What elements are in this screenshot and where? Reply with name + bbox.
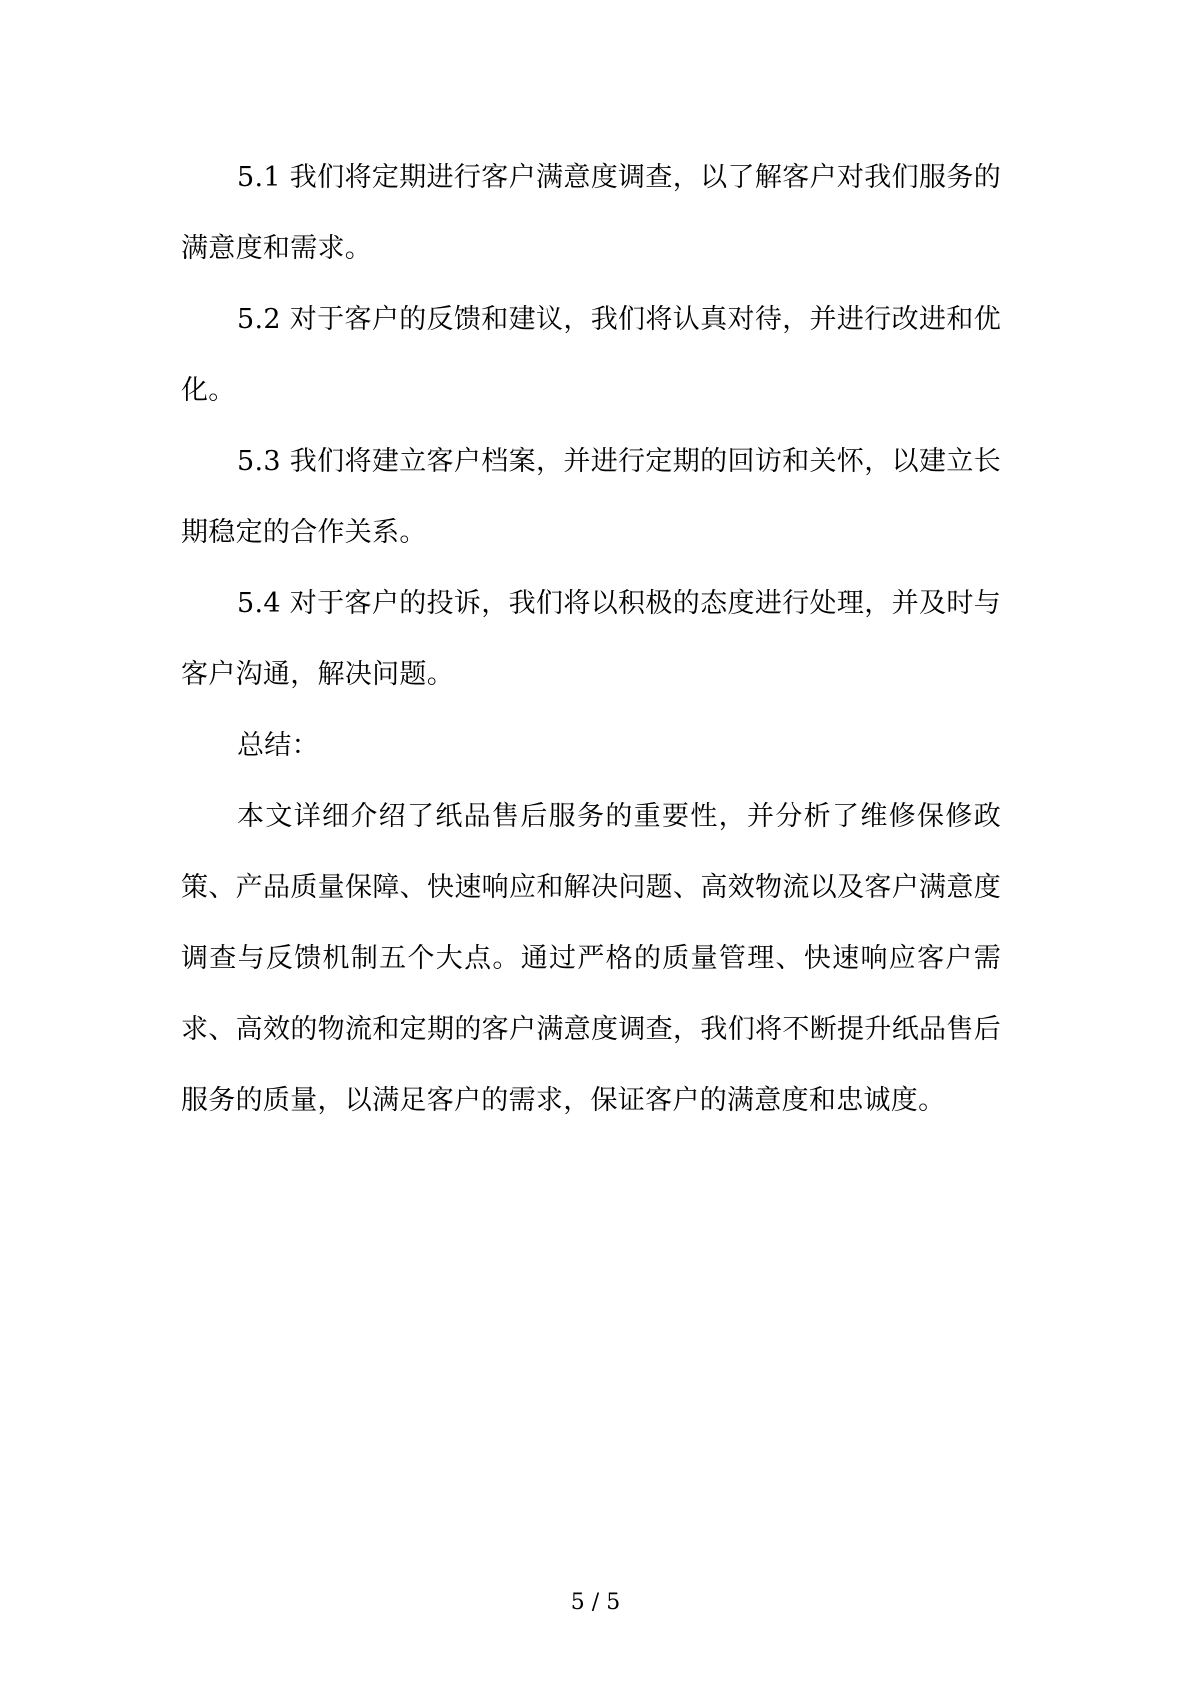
paragraph-5-1: 5.1 我们将定期进行客户满意度调查，以了解客户对我们服务的满意度和需求。 [181, 162, 1001, 264]
page-number: 5 / 5 [570, 1590, 621, 1615]
document-body [181, 142, 1001, 1136]
summary-paragraph: 本文详细介绍了纸品售后服务的重要性，并分析了维修保修政策、产品质量保障、快速响应和解决问题、高效物流以及客户满意度调查与反馈机制五个大点。通过严格的质量管理、快速响应客户需求、高效的物流和定期的客户满意度调查，我们将不断提升纸品售后服务的质量，以满足客户的需求，保证客户的满意度和忠诚度。 [181, 801, 1001, 1116]
summary-heading: 总结： [237, 730, 319, 761]
paragraph-5-4: 5.4 对于客户的投诉，我们将以积极的态度进行处理，并及时与客户沟通，解决问题。 [181, 588, 1001, 690]
paragraph-5-3: 5.3 我们将建立客户档案，并进行定期的回访和关怀，以建立长期稳定的合作关系。 [181, 446, 1001, 548]
paragraph-5-2: 5.2 对于客户的反馈和建议，我们将认真对待，并进行改进和优化。 [181, 304, 1001, 406]
